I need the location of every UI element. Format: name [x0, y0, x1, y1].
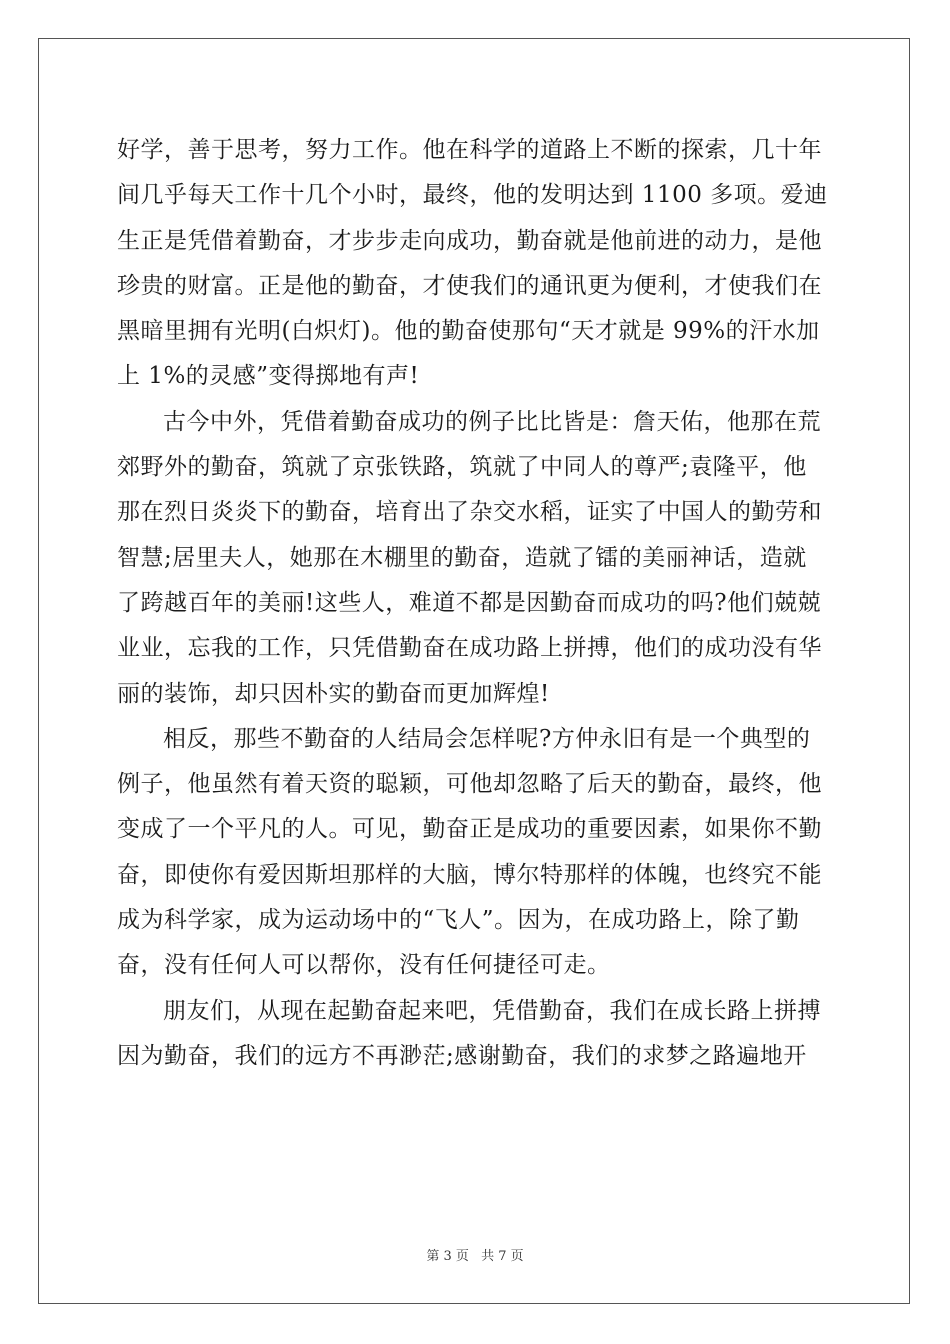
page-footer	[0, 1245, 950, 1264]
page-number: 第 3 页	[426, 1249, 469, 1264]
paragraph-start-line: 朋友们，从现在起勤奋起来吧，凭借勤奋，我们在成长路上拼搏	[163, 997, 821, 1024]
text-line: 因为勤奋，我们的远方不再渺茫;感谢勤奋，我们的求梦之路遍地开	[117, 1042, 807, 1069]
text-line: 上 1%的灵感”变得掷地有声!	[117, 363, 420, 390]
text-line: 珍贵的财富。正是他的勤奋，才使我们的通讯更为便利，才使我们在	[117, 272, 822, 299]
document-body	[117, 128, 837, 1079]
paragraph-start-line: 相反，那些不勤奋的人结局会怎样呢?方仲永旧有是一个典型的	[163, 725, 811, 752]
page-total: 共 7 页	[481, 1249, 524, 1264]
text-line: 好学，善于思考，努力工作。他在科学的道路上不断的探索，几十年	[117, 137, 822, 163]
text-line: 例子，他虽然有着天资的聪颖，可他却忽略了后天的勤奋，最终，他	[117, 771, 822, 798]
text-line: 黑暗里拥有光明(白炽灯)。他的勤奋使那句“天才就是 99%的汗水加	[117, 318, 820, 345]
text-line: 智慧;居里夫人，她那在木棚里的勤奋，造就了镭的美丽神话，造就	[117, 544, 807, 571]
text-line: 了跨越百年的美丽!这些人，难道不都是因勤奋而成功的吗?他们兢兢	[117, 589, 822, 616]
paragraph-start-line: 古今中外，凭借着勤奋成功的例子比比皆是：詹天佑，他那在荒	[163, 408, 821, 435]
text-line: 奋，即使你有爱因斯坦那样的大脑，博尔特那样的体魄，也终究不能	[117, 861, 822, 888]
text-line: 那在烈日炎炎下的勤奋，培育出了杂交水稻，证实了中国人的勤劳和	[117, 499, 822, 526]
text-line: 郊野外的勤奋，筑就了京张铁路，筑就了中同人的尊严;袁隆平，他	[117, 454, 807, 481]
text-line: 成为科学家，成为运动场中的“飞人”。因为，在成功路上，除了勤	[117, 907, 800, 934]
text-line: 变成了一个平凡的人。可见，勤奋正是成功的重要因素，如果你不勤	[117, 816, 822, 843]
text-line: 业业，忘我的工作，只凭借勤奋在成功路上拼搏，他们的成功没有华	[117, 635, 822, 662]
text-line: 奋，没有任何人可以帮你，没有任何捷径可走。	[117, 952, 611, 979]
text-line: 间几乎每天工作十几个小时，最终，他的发明达到 1100 多项。爱迪	[117, 182, 828, 209]
text-line: 生正是凭借着勤奋，才步步走向成功，勤奋就是他前进的动力，是他	[117, 227, 822, 254]
text-line: 丽的装饰，却只因朴实的勤奋而更加辉煌!	[117, 680, 550, 707]
